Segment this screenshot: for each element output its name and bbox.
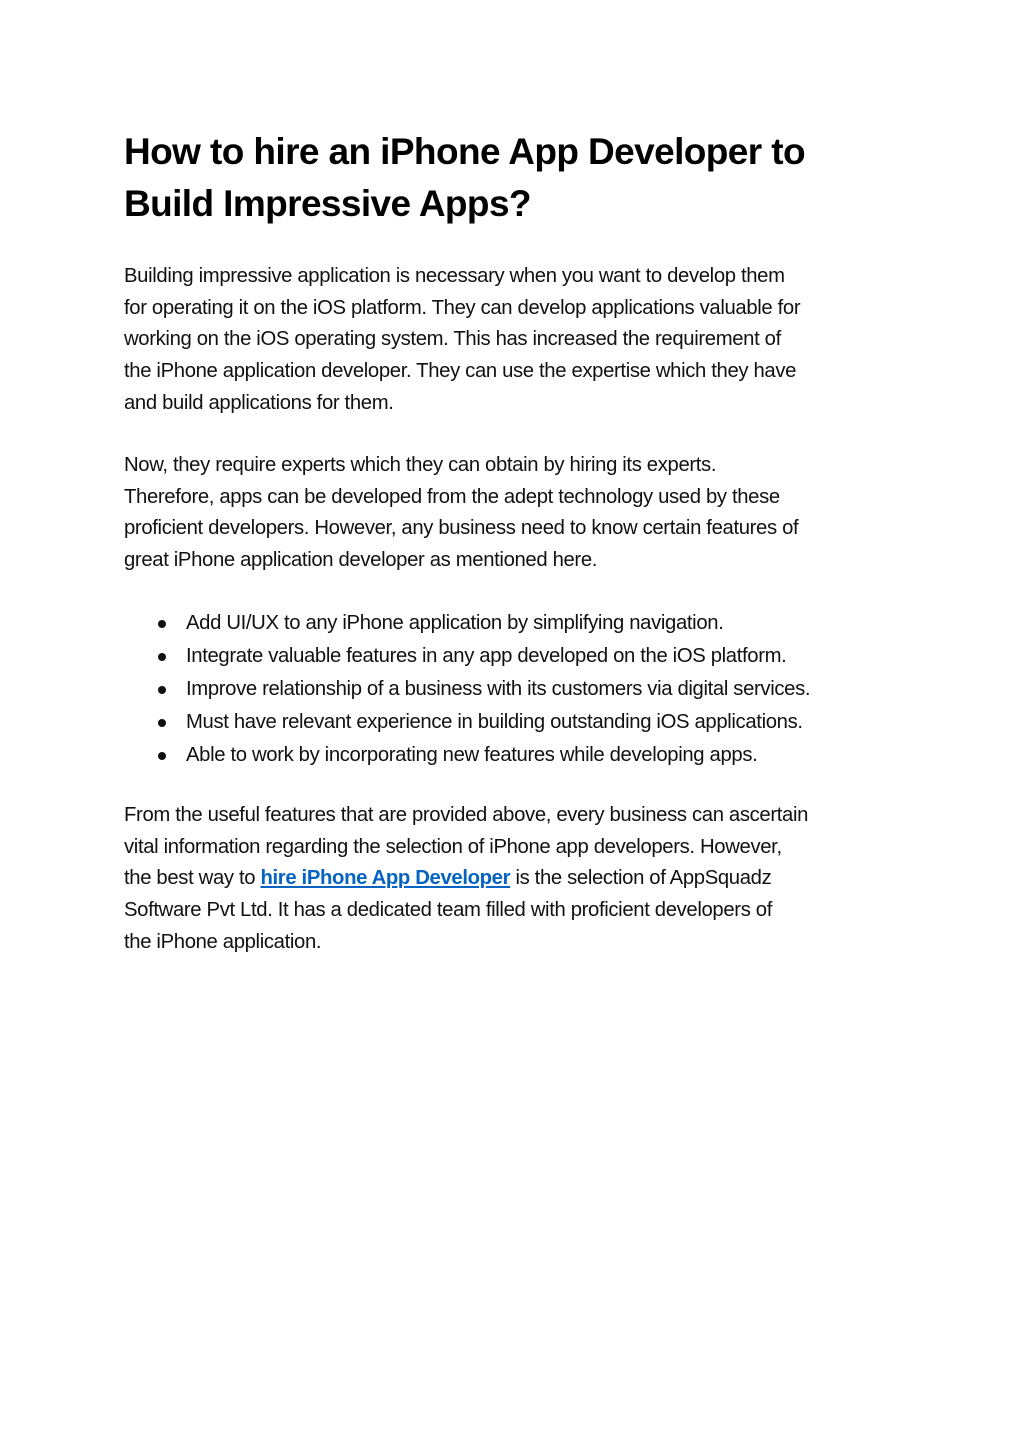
hire-iphone-developer-link[interactable]: hire iPhone App Developer	[260, 867, 511, 890]
text-line: proficient developers. However, any business need to know certain features of	[124, 517, 799, 540]
text-line: and build applications for them.	[124, 391, 394, 414]
list-item	[124, 706, 914, 739]
list-item-text: Integrate valuable features in any app developed on the iOS platform.	[186, 645, 787, 667]
list-item-text: Add UI/UX to any iPhone application by simplifying navigation.	[186, 612, 724, 634]
text-line: Therefore, apps can be developed from the adept technology used by these	[124, 485, 780, 508]
list-item	[124, 607, 914, 640]
text-line: great iPhone application developer as mentioned here.	[124, 549, 598, 572]
text-segment: is the selection of AppSquadz	[510, 867, 772, 890]
text-line: Software Pvt Ltd. It has a dedicated team filled with proficient developers of	[124, 899, 772, 922]
text-line: the iPhone application developer. They can use the expertise which they have	[124, 360, 797, 383]
paragraph-intro	[124, 261, 914, 420]
list-item-text: Must have relevant experience in building outstanding iOS applications.	[186, 711, 803, 733]
paragraph-experts	[124, 450, 914, 577]
text-segment: the best way to	[124, 867, 261, 890]
paragraph-conclusion	[124, 800, 914, 959]
bullet-icon	[158, 653, 166, 661]
title-line-2: Build Impressive Apps?	[124, 183, 531, 224]
list-item	[124, 673, 914, 706]
bullet-icon	[158, 752, 166, 760]
text-line: Building impressive application is necessary when you want to develop them	[124, 265, 785, 287]
text-line-with-link	[124, 863, 914, 895]
features-list	[124, 607, 914, 772]
text-line: the iPhone application.	[124, 930, 322, 953]
bullet-icon	[158, 719, 166, 727]
list-item	[124, 640, 914, 673]
text-line: Now, they require experts which they can obtain by hiring its experts.	[124, 454, 717, 476]
text-line: working on the iOS operating system. This has increased the requirement of	[124, 328, 781, 351]
text-line: From the useful features that are provided above, every business can ascertain	[124, 804, 809, 826]
bullet-icon	[158, 686, 166, 694]
list-item-text: Improve relationship of a business with its customers via digital services.	[186, 678, 811, 700]
page-title	[124, 126, 904, 230]
text-line: for operating it on the iOS platform. They can develop applications valuable for	[124, 296, 801, 319]
title-line-1: How to hire an iPhone App Developer to	[124, 131, 805, 172]
list-item	[124, 739, 914, 772]
text-line: vital information regarding the selection of iPhone app developers. However,	[124, 835, 782, 858]
list-item-text: Able to work by incorporating new features while developing apps.	[186, 744, 758, 766]
bullet-icon	[158, 620, 166, 628]
